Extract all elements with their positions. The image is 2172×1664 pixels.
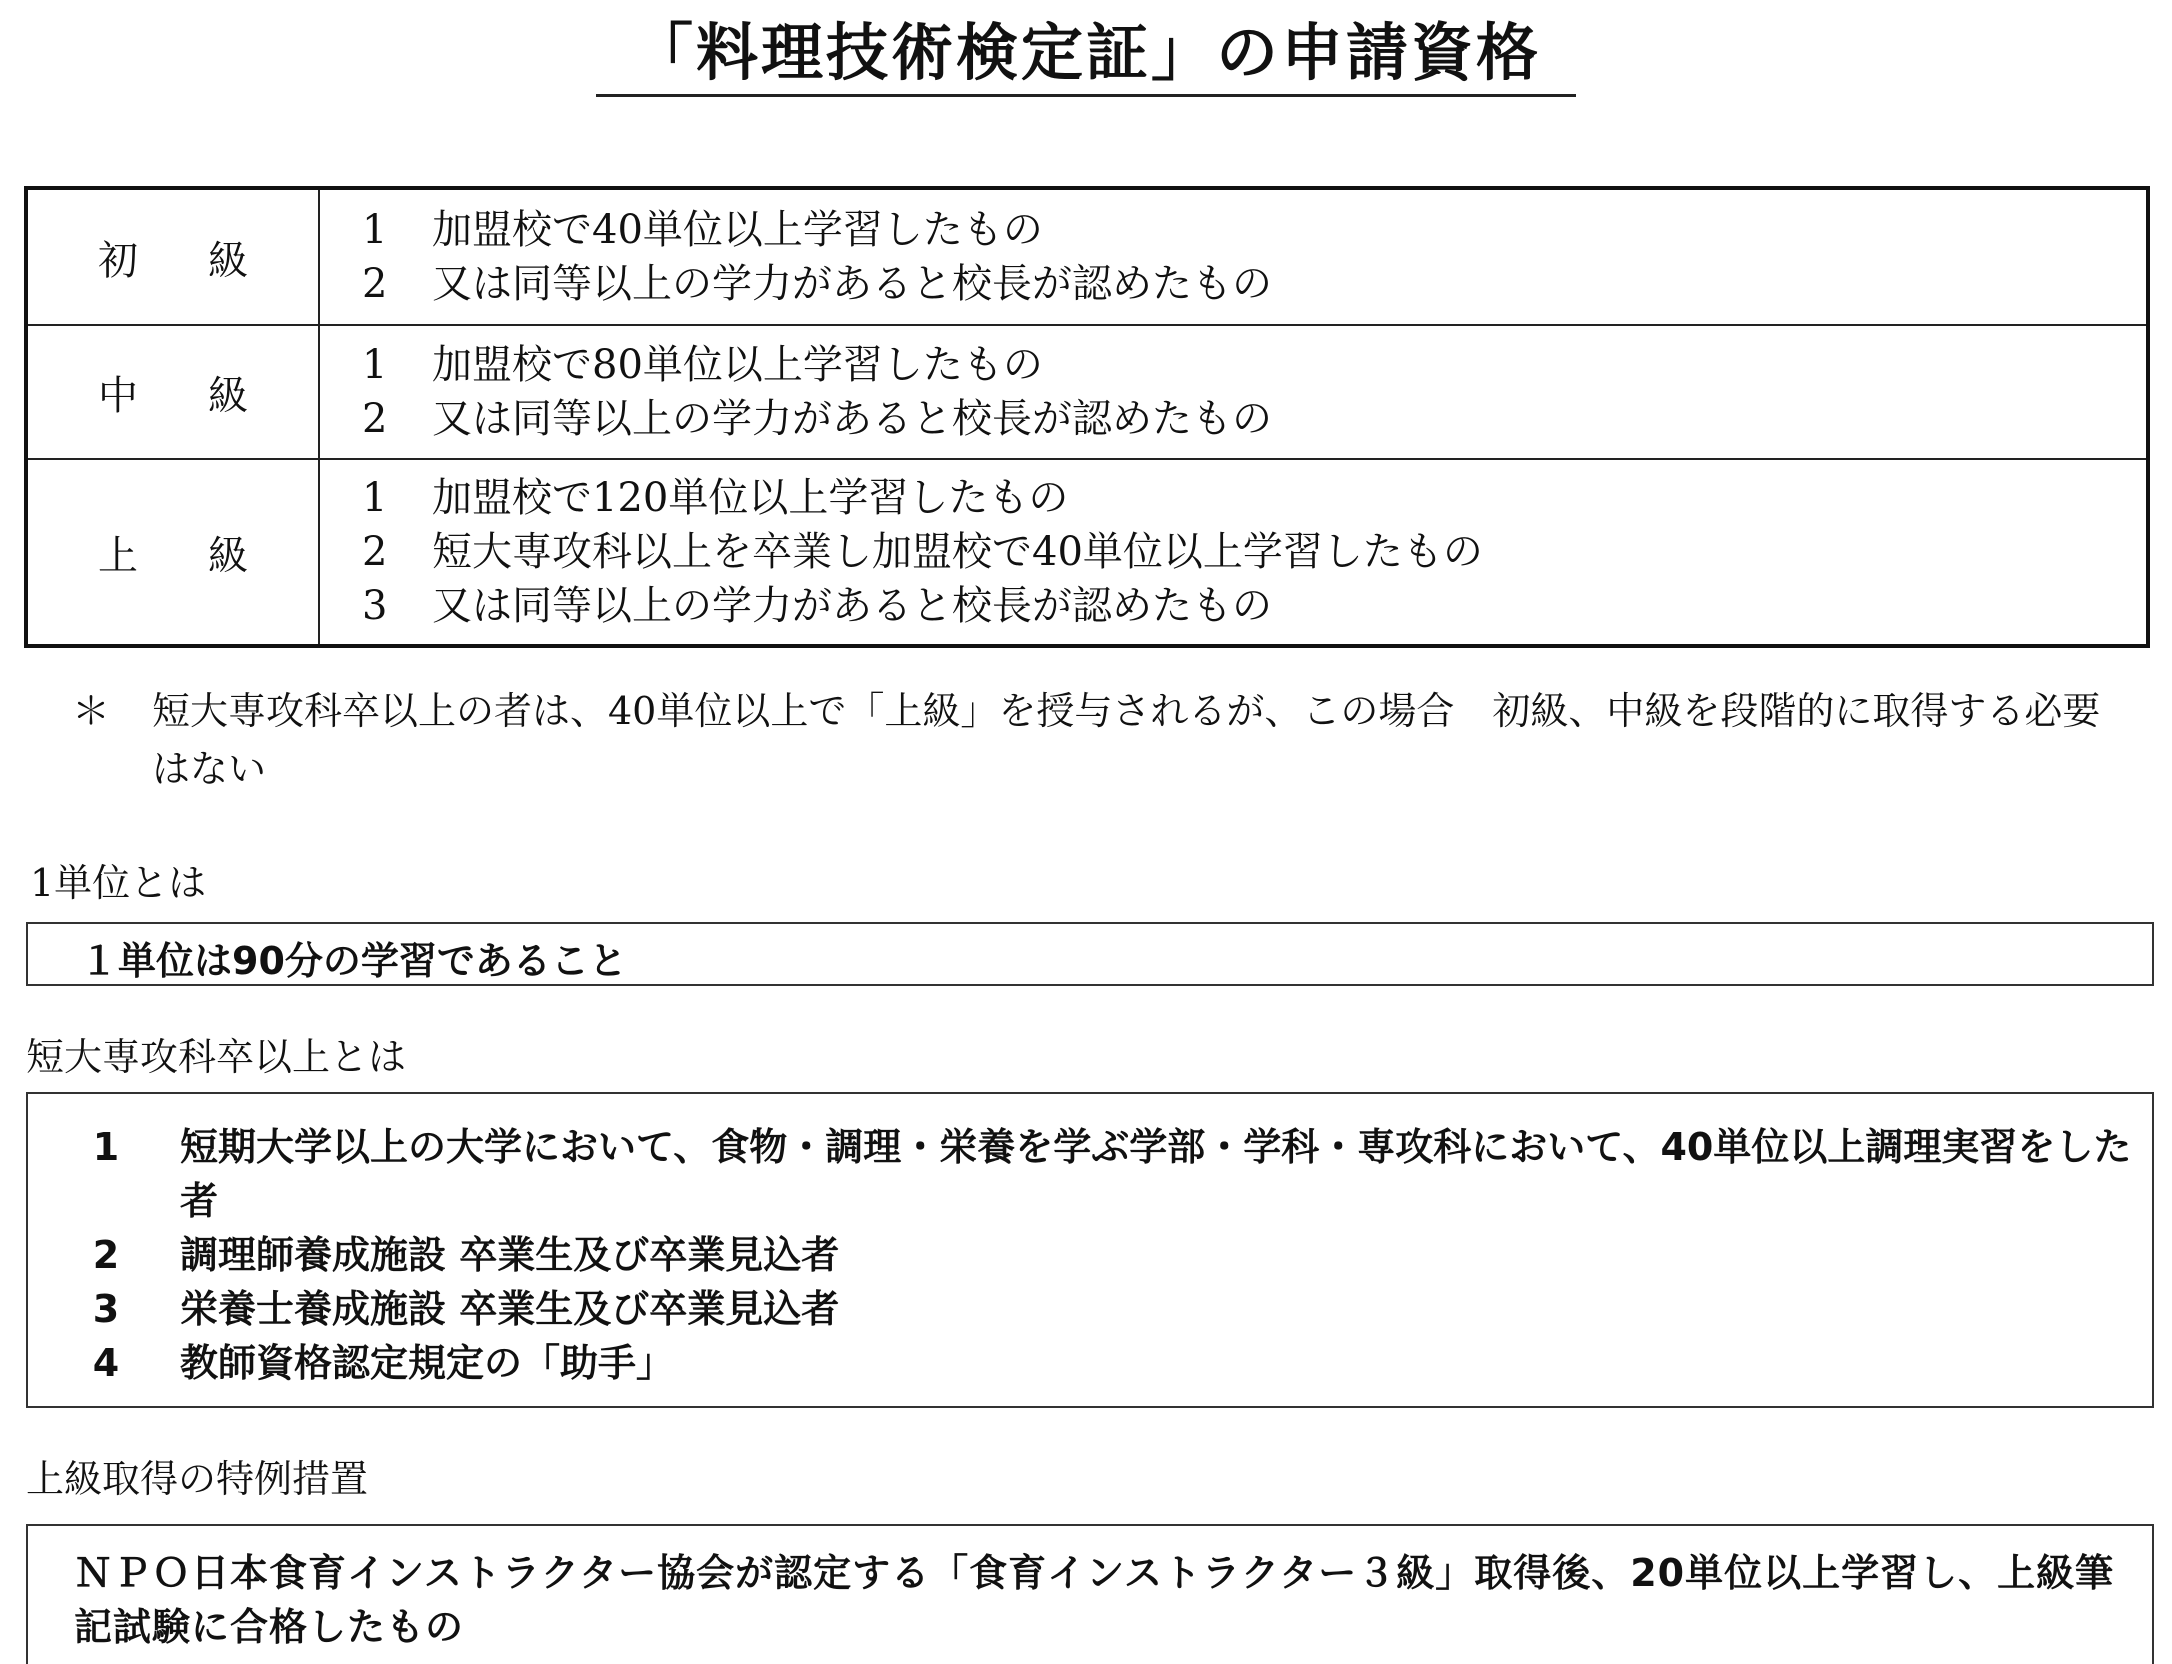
item-number: 1 (362, 475, 388, 521)
item-number: 3 (92, 1287, 120, 1331)
special-measure-heading: 上級取得の特例措置 (26, 1457, 369, 1501)
item-number: 1 (92, 1125, 120, 1169)
unit-heading: 1単位とは (30, 861, 207, 905)
item-text: 加盟校で40単位以上学習したもの (432, 207, 1043, 253)
college-definition-box (26, 1092, 2154, 1408)
requirement-item (362, 338, 2146, 392)
footnote-text: 短大専攻科卒以上の者は、40単位以上で「上級」を授与されるが、この場合 初級、中級を段階的に取得する必要はない (152, 689, 2101, 791)
item-text: 又は同等以上の学力があると校長が認めたもの (432, 261, 1272, 307)
grade-row-advanced (28, 460, 2146, 644)
college-heading: 短大専攻科卒以上とは (26, 1035, 407, 1079)
item-text: 又は同等以上の学力があると校長が認めたもの (432, 583, 1272, 629)
grade-name: 中級 (28, 326, 320, 458)
grade-row-intermediate (28, 326, 2146, 460)
item-text: 調理師養成施設 卒業生及び卒業見込者 (180, 1233, 840, 1277)
item-text: 加盟校で80単位以上学習したもの (432, 342, 1043, 388)
requirement-item (362, 579, 2146, 633)
item-number: 3 (362, 583, 388, 629)
item-number: 2 (92, 1233, 120, 1277)
grade-requirements (320, 326, 2146, 458)
requirement-item (362, 203, 2146, 257)
asterisk-mark: ＊ (72, 689, 111, 733)
item-text: 加盟校で120単位以上学習したもの (432, 475, 1069, 521)
item-number: 1 (362, 207, 388, 253)
grade-name: 上級 (28, 460, 320, 644)
item-number: 1 (362, 342, 388, 388)
item-number: 2 (362, 529, 388, 575)
item-number: 2 (362, 396, 388, 442)
item-text: 栄養士養成施設 卒業生及び卒業見込者 (180, 1287, 840, 1331)
item-text: 短大専攻科以上を卒業し加盟校で40単位以上学習したもの (432, 529, 1483, 575)
item-text: 短期大学以上の大学において、食物・調理・栄養を学ぶ学部・学科・専攻科において、40単位以上調理実習をした者 (180, 1125, 2132, 1223)
special-measure-box (26, 1524, 2154, 1664)
page-title: 「料理技術検定証」の申請資格 (596, 12, 1576, 97)
unit-definition-text: １単位は90分の学習であること (80, 939, 627, 983)
requirement-item (362, 392, 2146, 446)
grade-requirements (320, 460, 2146, 644)
requirement-item (362, 525, 2146, 579)
special-measure-text: ＮＰＯ日本食育インストラクター協会が認定する「食育インストラクター３級」取得後、20単位以上学習し、上級筆記試験に合格したもの (74, 1551, 2115, 1649)
unit-definition-box (26, 922, 2154, 986)
item-text: 又は同等以上の学力があると校長が認めたもの (432, 396, 1272, 442)
requirement-item (362, 257, 2146, 311)
requirement-item (362, 471, 2146, 525)
grade-requirements-table (24, 186, 2150, 648)
item-number: 2 (362, 261, 388, 307)
item-text: 教師資格認定規定の「助手」 (180, 1341, 675, 1385)
grade-row-beginner (28, 190, 2146, 326)
grade-requirements (320, 190, 2146, 324)
grade-name: 初級 (28, 190, 320, 324)
item-number: 4 (92, 1341, 120, 1385)
